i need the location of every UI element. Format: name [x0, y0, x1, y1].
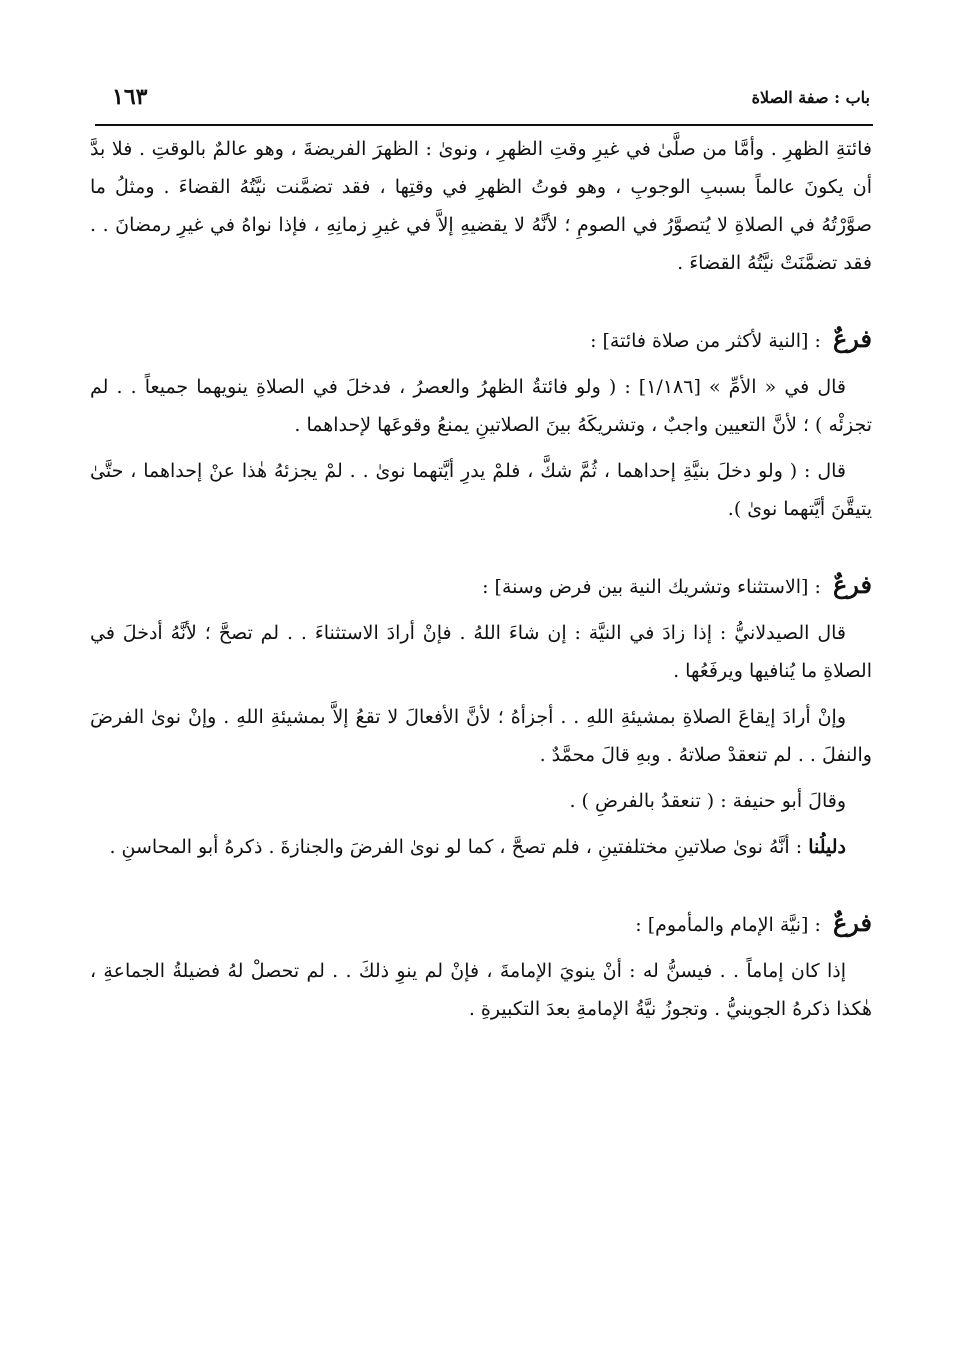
running-title: باب : صفة الصلاة — [751, 88, 870, 107]
daliluna-label: دليلُنا — [808, 836, 846, 858]
page-body — [90, 130, 872, 1036]
paragraph: قال الصيدلانيُّ : إذا زادَ في النيَّة : إن شاءَ اللهُ . فإنْ أرادَ الاستثناءَ . . لم تصحَّ ؛ لأنَّهُ أدخلَ في الصلاةِ ما يُنافيها ويرفَعُها . — [90, 622, 872, 682]
page-number: ١٦٣ — [112, 84, 148, 110]
section-heading-3 — [90, 904, 872, 944]
paragraph — [90, 828, 872, 866]
far-label: فرعٌ — [832, 908, 872, 937]
section-title: : [النية لأكثر من صلاة فائتة] : — [590, 330, 827, 352]
section-heading-2 — [90, 566, 872, 606]
header-rule — [95, 124, 873, 126]
paragraph: قال في « الأمِّ » [١/١٨٦] : ( ولو فائتةُ الظهرُ والعصرُ ، فدخلَ في الصلاةِ ينويهما جميعاً . . لم تجزئْه ) ؛ لأنَّ التعيين واجبٌ ، وتشريكَهُ بينَ الصلاتينِ يمنعُ وقوعَها لإحداهما . — [90, 376, 872, 436]
paragraph-text: : أنَّهُ نوىٰ صلاتينِ مختلفتينِ ، فلم تصحَّ ، كما لو نوىٰ الفرضَ والجنازةَ . ذكرهُ أبو المحاسنِ . — [109, 836, 809, 858]
section-heading-1 — [90, 320, 872, 360]
paragraph: وقالَ أبو حنيفة : ( تنعقدُ بالفرضِ ) . — [569, 790, 846, 812]
far-label: فرعٌ — [832, 570, 872, 599]
paragraph: قال : ( ولو دخلَ بنيَّةِ إحداهما ، ثُمَّ شكَّ ، فلمْ يدرِ أيَّتهما نوىٰ . . لمْ يجزئهُ هٰذا عنْ إحداهما ، حتَّىٰ يتيقَّنَ أيَّتهما نوىٰ ). — [90, 460, 872, 520]
section-title: : [نيَّة الإمام والمأموم] : — [635, 914, 827, 936]
paragraph: إذا كان إماماً . . فيسنُّ له : أنْ ينويَ الإمامةَ ، فإنْ لم ينوِ ذلكَ . . لم تحصلْ لهُ فضيلةُ الجماعةِ ، هٰكذا ذكرهُ الجوينيُّ . وتجوزُ نيَّةُ الإمامةِ بعدَ التكبيرةِ . — [90, 960, 872, 1020]
far-label: فرعٌ — [832, 324, 872, 353]
paragraph: وإنْ أرادَ إيقاعَ الصلاةِ بمشيئةِ اللهِ . . أجزأهُ ؛ لأنَّ الأفعالَ لا تقعُ إلاَّ بمشيئةِ اللهِ . وإنْ نوىٰ الفرضَ والنفلَ . . لم تنعقدْ صلاتهُ . وبهِ قالَ محمَّدٌ . — [90, 706, 872, 766]
section-title: : [الاستثناء وتشريك النية بين فرض وسنة] : — [482, 576, 827, 598]
page-header — [112, 84, 870, 120]
paragraph-continuation: فائتةِ الظهرِ . وأمَّا من صلَّىٰ في غيرِ وقتِ الظهرِ ، ونوىٰ : الظهرَ الفريضةَ ، وهو عالمٌ بالوقتِ . فلا بدَّ أن يكونَ عالماً بسببِ الوجوبِ ، وهو فوتُ الظهرِ في وقتِها ، فقد تضمَّنت نيَّتُهُ القضاءَ . ومثلُ ما صوَّرْتُهُ في الصلاةِ لا يُتصوَّرُ في الصومِ ؛ لأنَّهُ لا يقضيهِ إلاَّ في غيرِ زمانِهِ ، فإذا نواهُ في غيرِ رمضانَ . . فقد تضمَّنَتْ نيَّتُهُ القضاءَ . — [90, 138, 872, 274]
